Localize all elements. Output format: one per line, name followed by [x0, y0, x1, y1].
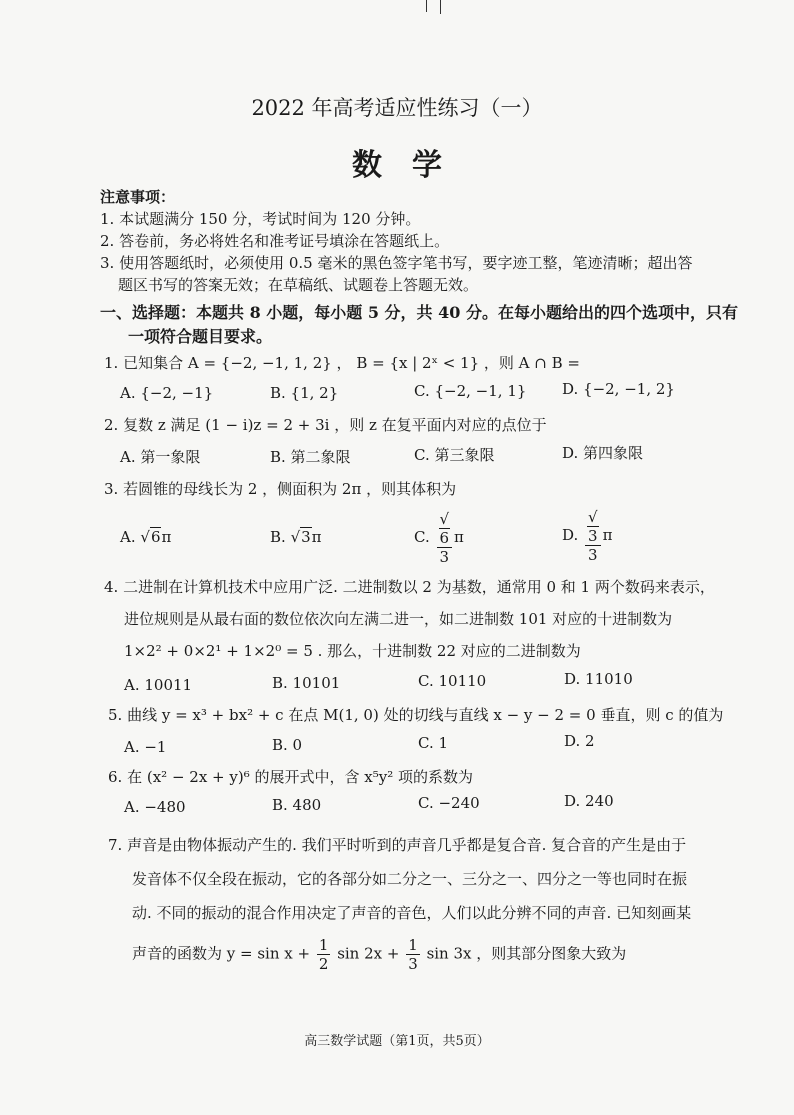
- q6-option-b: B. 480: [272, 796, 322, 814]
- q5-option-b: B. 0: [272, 736, 303, 754]
- question-5-stem: 5. 曲线 y = x³ + bx² + c 在点 M(1, 0) 处的切线与直线 x − y − 2 = 0 垂直，则 c 的值为: [108, 706, 724, 724]
- q1-option-b: B. {1, 2}: [270, 384, 339, 402]
- q2-option-c: C. 第三象限: [414, 446, 495, 464]
- q3-option-b: B. √3π: [270, 528, 322, 546]
- section-heading: 一、选择题：本题共 8 小题，每小题 5 分，共 40 分。在每小题给出的四个选项中，只有: [100, 303, 738, 322]
- q2-option-b: B. 第二象限: [270, 448, 351, 466]
- page-footer: 高三数学试题（第1页，共5页）: [304, 1034, 490, 1049]
- fraction: √ 3 3: [585, 508, 601, 564]
- notice-item: 2. 答卷前，务必将姓名和准考证号填涂在答题纸上。: [100, 232, 450, 250]
- notice-item: 3. 使用答题纸时，必须使用 0.5 毫米的黑色签字笔书写，要字迹工整，笔迹清晰；超出答: [100, 254, 693, 272]
- scan-mark: [440, 0, 441, 14]
- question-6-stem: 6. 在 (x² − 2x + y)⁶ 的展开式中，含 x⁵y² 项的系数为: [108, 768, 473, 786]
- q3-option-d: D. √ 3 3 π: [562, 508, 613, 564]
- question-7-formula-line: 声音的函数为 y = sin x + $\frac{1}{2}$ sin 2x + $\frac{1}{3}$ sin 3x ，则其部分图象大致为: [132, 936, 627, 973]
- question-4-line: 1×2² + 0×2¹ + 1×2⁰ = 5 . 那么，十进制数 22 对应的二进制数为: [124, 642, 581, 660]
- q1-option-a: A. {−2, −1}: [120, 384, 214, 402]
- q1-option-c: C. {−2, −1, 1}: [414, 382, 527, 400]
- notice-item: 1. 本试题满分 150 分，考试时间为 120 分钟。: [100, 210, 421, 228]
- q2-option-d: D. 第四象限: [562, 444, 644, 462]
- notice-heading: 注意事项：: [100, 188, 176, 206]
- section-heading-cont: 一项符合题目要求。: [128, 327, 273, 346]
- question-7-line: 7. 声音是由物体振动产生的. 我们平时听到的声音几乎都是复合音. 复合音的产生是由于: [108, 836, 687, 854]
- fraction: √ 6 3: [437, 510, 453, 566]
- q5-option-a: A. −1: [124, 738, 167, 756]
- q4-option-a: A. 10011: [124, 676, 193, 694]
- q1-option-d: D. {−2, −1, 2}: [562, 380, 675, 398]
- q6-option-d: D. 240: [564, 792, 614, 810]
- question-1-stem: 1. 已知集合 A = {−2, −1, 1, 2} ， B = {x | 2ˣ < 1} ，则 A ∩ B =: [104, 354, 580, 372]
- subject-title: 数学: [352, 148, 472, 183]
- q3-option-c: C. √ 6 3 π: [414, 510, 464, 566]
- question-4-line: 4. 二进制在计算机技术中应用广泛. 二进制数以 2 为基数，通常用 0 和 1 两个数码来表示，: [104, 578, 715, 596]
- q3-option-a: A. √6π: [120, 528, 172, 546]
- question-7-line: 发音体不仅全段在振动，它的各部分如二分之一、三分之一、四分之一等也同时在振: [132, 870, 688, 888]
- fraction: $\frac{1}{3}$: [408, 936, 418, 973]
- q4-option-c: C. 10110: [418, 672, 487, 690]
- q6-option-a: A. −480: [124, 798, 186, 816]
- scan-mark: [426, 0, 427, 12]
- q4-option-b: B. 10101: [272, 674, 341, 692]
- notice-item: 题区书写的答案无效；在草稿纸、试题卷上答题无效。: [118, 276, 479, 294]
- q5-option-d: D. 2: [564, 732, 595, 750]
- question-3-stem: 3. 若圆锥的母线长为 2 ，侧面积为 2π ，则其体积为: [104, 480, 457, 498]
- exam-title: 2022 年高考适应性练习（一）: [251, 96, 543, 120]
- question-7-line: 动. 不同的振动的混合作用决定了声音的音色，人们以此分辨不同的声音. 已知刻画某: [132, 904, 692, 922]
- q6-option-c: C. −240: [418, 794, 480, 812]
- q4-option-d: D. 11010: [564, 670, 633, 688]
- question-2-stem: 2. 复数 z 满足 (1 − i)z = 2 + 3i ，则 z 在复平面内对应的点位于: [104, 416, 547, 434]
- question-4-line: 进位规则是从最右面的数位依次向左满二进一，如二进制数 101 对应的十进制数为: [124, 610, 673, 628]
- q5-option-c: C. 1: [418, 734, 449, 752]
- q2-option-a: A. 第一象限: [120, 448, 201, 466]
- fraction: $\frac{1}{2}$: [318, 936, 329, 973]
